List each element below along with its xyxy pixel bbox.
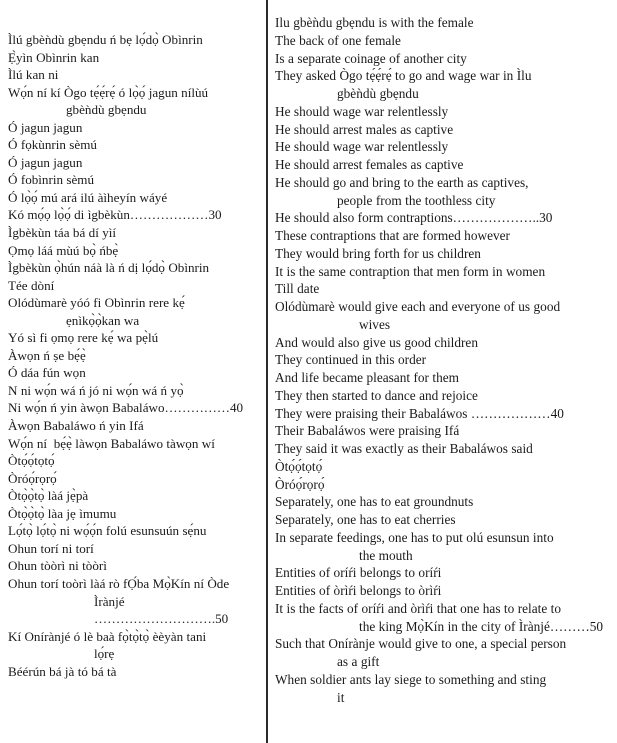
verse-line-text: Òróọ́rọrọ́ (275, 476, 325, 492)
verse-line-text: Separately, one has to eat cherries (275, 512, 456, 527)
verse-line-text: Kí Onírànjé ó lè baà fọ̀tọ̀tọ̀ èèyàn tani (8, 628, 207, 644)
verse-line (275, 121, 607, 139)
verse-line (275, 671, 607, 707)
verse-line (275, 635, 607, 671)
verse-line-text: Ẹ̀yìn Obìnrin kan (8, 49, 100, 65)
verse-line (8, 224, 256, 242)
verse-line-text: Olódùmarè yóó fi Obìnrin rere kẹ́ (8, 295, 185, 311)
verse-line-text: Till date (275, 281, 320, 297)
verse-line-runover: ẹnìkọ̀ọ̀kan wa (66, 312, 140, 328)
verse-line-text: Òtọ́ọ́tọtọ́ (275, 458, 323, 474)
verse-line (8, 171, 256, 189)
verse-line-text: Àwọn Babaláwo ń yin Ifá (8, 418, 144, 434)
verse-line-text: He should wage war relentlessly (275, 103, 449, 119)
verse-line (8, 242, 256, 260)
verse-line (275, 387, 607, 405)
verse-line (8, 399, 256, 417)
verse-line-text: Wọ́n ní kí Ògo tẹ́ẹ́rẹ́ ó lọ̀ọ́ jagun nílùú (8, 84, 209, 100)
verse-line-text: These contraptions that are formed however (275, 228, 510, 243)
verse-line-text: Ìgbèkùn ọ̀hún náà là ń dị lọ́dọ̀ Obìnrin (8, 260, 210, 276)
verse-line-text: Lọ́tọ̀ lọ́tọ̀ ni wọ́ọ́n folú esunsuún sẹ́nu (8, 523, 207, 539)
verse-line (8, 189, 256, 207)
verse-line-text: It is the same contraption that men form in women (275, 263, 546, 279)
verse-line-text: Àwọn ń ṣe bẹ́ẹ̀ (8, 347, 86, 363)
verse-line-text: Ó dáa fún wọn (8, 365, 86, 381)
verse-line-text: Ó fobìnrin sèmú (8, 172, 95, 188)
verse-line-text: Ìlú gbèǹdù gbẹndu ń bẹ lọ́dọ̀ Obìnrin (8, 32, 203, 47)
verse-line (8, 277, 256, 295)
verse-line-text: Ìgbèkùn táa bá dí yìí (8, 225, 117, 241)
verse-line (8, 259, 256, 277)
verse-line (8, 329, 256, 347)
verse-line-runover: as a gift (337, 654, 380, 669)
verse-line (8, 575, 256, 628)
verse-line (8, 154, 256, 172)
verse-line-text: He should also form contraptions………………..30 (275, 210, 553, 226)
verse-line-text: Ó jagun jagun (8, 154, 83, 170)
verse-line (8, 540, 256, 558)
verse-line-text: Òtọ́ọ́tọtọ́ (8, 453, 55, 469)
verse-line (8, 663, 256, 681)
verse-line (275, 156, 607, 174)
verse-line (8, 84, 256, 119)
verse-line (275, 493, 607, 511)
verse-line-text: He should arrest females as captive (275, 157, 464, 172)
verse-line (275, 67, 607, 103)
verse-line (275, 245, 607, 263)
verse-line-runover: people from the toothless city (337, 192, 496, 208)
verse-line-runover: wives (359, 316, 391, 332)
verse-line (8, 470, 256, 488)
verse-line-text: Wọ́n ní bẹ́ẹ̀ làwọn Babaláwo tàwọn wí (8, 435, 215, 451)
verse-line (275, 600, 607, 636)
verse-line (275, 440, 607, 458)
verse-line (8, 452, 256, 470)
verse-line-text: They asked Ògo tẹ́ẹ́rẹ́ to go and wage war in Ìlu (275, 68, 532, 84)
verse-line (275, 174, 607, 210)
verse-line-text: They were praising their Babaláwos ………………40 (275, 405, 564, 421)
verse-line (8, 31, 256, 49)
verse-line (275, 334, 607, 352)
verse-line (275, 529, 607, 565)
verse-line-text: They said it was exactly as their Babaláwos said (275, 441, 533, 456)
verse-line (275, 138, 607, 156)
verse-line (275, 511, 607, 529)
verse-line (8, 435, 256, 453)
verse-line-text: And life became pleasant for them (275, 370, 459, 385)
verse-line-text: Ilu gbèǹdu gbẹndu is with the female (275, 15, 474, 30)
verse-line (275, 582, 607, 600)
verse-line-runover: it (337, 689, 345, 705)
verse-line (8, 136, 256, 154)
verse-line-runover: gbèǹdù gbẹndu (66, 102, 147, 118)
verse-line-text: Ohun torí toòrì làá rò fỌ́ba Mọ̀Kín ní Òde (8, 575, 230, 591)
verse-line (275, 14, 607, 32)
verse-line-runover: the king Mọ̀Kín in the city of Ìrànjé………50 (359, 618, 604, 634)
column-divider (266, 0, 268, 743)
verse-line-text: And would also give us good children (275, 334, 478, 350)
verse-line-text: Kó mọ́ọ lọ̀ọ́ di ìgbèkùn………………30 (8, 207, 222, 223)
verse-line-text: He should arrest males as captive (275, 121, 454, 137)
verse-line (275, 32, 607, 50)
verse-line (275, 476, 607, 494)
verse-line-text: In separate feedings, one has to put olú esunsun into (275, 529, 554, 545)
verse-line (8, 364, 256, 382)
verse-line (8, 382, 256, 400)
verse-line-text: Entities of oríŕi belongs to oríŕi (275, 565, 442, 581)
verse-line-text: Ó jagun jagun (8, 119, 83, 135)
verse-line-runover: gbèǹdù gbẹndu (337, 86, 419, 101)
verse-line-text: Òtọ̀ọ̀tọ̀ làá jẹ̀pà (8, 488, 89, 504)
verse-line-text: Is a separate coinage of another city (275, 50, 467, 66)
verse-line (275, 422, 607, 440)
verse-line (8, 49, 256, 67)
verse-line (275, 369, 607, 387)
verse-line-text: Òróọ́rọrọ́ (8, 470, 57, 486)
verse-line (8, 417, 256, 435)
verse-line-text: The back of one female (275, 32, 401, 48)
verse-line-text: Ó fọkùnrin sèmú (8, 137, 97, 153)
verse-line-text: Ni wọ́n ń yin àwọn Babaláwo……………40 (8, 400, 244, 416)
yoruba-verse-column (0, 0, 262, 680)
verse-line-runover: Ìrànjé ……………………….50 (94, 593, 229, 627)
verse-line-text: Separately, one has to eat groundnuts (275, 494, 474, 510)
verse-line-text: Tée dòní (8, 277, 55, 293)
verse-line (8, 505, 256, 523)
verse-line-text: Ohun torí ni torí (8, 540, 94, 556)
verse-line (275, 209, 607, 227)
verse-line-text: N ni wọ́n wá ń jó ni wọ́n wá ń yọ̀ (8, 382, 184, 398)
verse-line (8, 487, 256, 505)
verse-line (8, 522, 256, 540)
verse-line (8, 347, 256, 365)
verse-line-text: They continued in this order (275, 352, 427, 368)
verse-line-text: Béérún bá jà tó bá tà (8, 663, 117, 679)
verse-line-text: Yó sì fi ọmọ rere kẹ́ wa pẹ̀lú (8, 330, 159, 346)
verse-line-runover: the mouth (359, 547, 413, 563)
verse-line (275, 50, 607, 68)
verse-line (8, 557, 256, 575)
verse-line-text: Ohun tòòrì ni tòòrì (8, 558, 107, 574)
verse-line-text: Such that Onírànje would give to one, a special person (275, 636, 567, 652)
verse-line-text: Ó lọ̀ọ́ mú ará ilú àìheyín wáyé (8, 189, 168, 205)
verse-line (8, 66, 256, 84)
verse-line (8, 294, 256, 329)
verse-line (275, 564, 607, 582)
verse-line (275, 298, 607, 334)
english-translation-column (269, 0, 617, 706)
verse-line-text: Ìlú kan ni (8, 67, 59, 83)
verse-line (8, 628, 256, 663)
verse-line (275, 405, 607, 423)
verse-line-text: Olódùmarè would give each and everyone of us good (275, 299, 561, 314)
verse-line-text: When soldier ants lay siege to something and sting (275, 671, 547, 687)
verse-line-text: Òtọ̀ọ̀tọ̀ làa jẹ ìmumu (8, 505, 117, 521)
verse-line-text: They would bring forth for us children (275, 245, 481, 261)
verse-line-text: They then started to dance and rejoice (275, 387, 478, 403)
verse-line-text: Their Babaláwos were praising Ifá (275, 423, 460, 439)
verse-line-text: He should go and bring to the earth as captives, (275, 174, 529, 190)
verse-line (275, 103, 607, 121)
verse-line (8, 119, 256, 137)
verse-line-text: Ọmọ láá mùú bọ̀ ńbẹ̀ (8, 242, 119, 258)
verse-line (8, 206, 256, 224)
verse-line-text: Entities of òrìŕi belongs to òrìŕi (275, 583, 442, 598)
verse-line (275, 458, 607, 476)
verse-line (275, 263, 607, 281)
verse-line-text: It is the facts of oríŕi and òrìŕi that one has to relate to (275, 600, 561, 616)
verse-line (275, 227, 607, 245)
verse-line-text: He should wage war relentlessly (275, 139, 449, 155)
verse-line (275, 351, 607, 369)
verse-line-runover: lọ́rẹ (94, 646, 115, 662)
verse-line (275, 280, 607, 298)
